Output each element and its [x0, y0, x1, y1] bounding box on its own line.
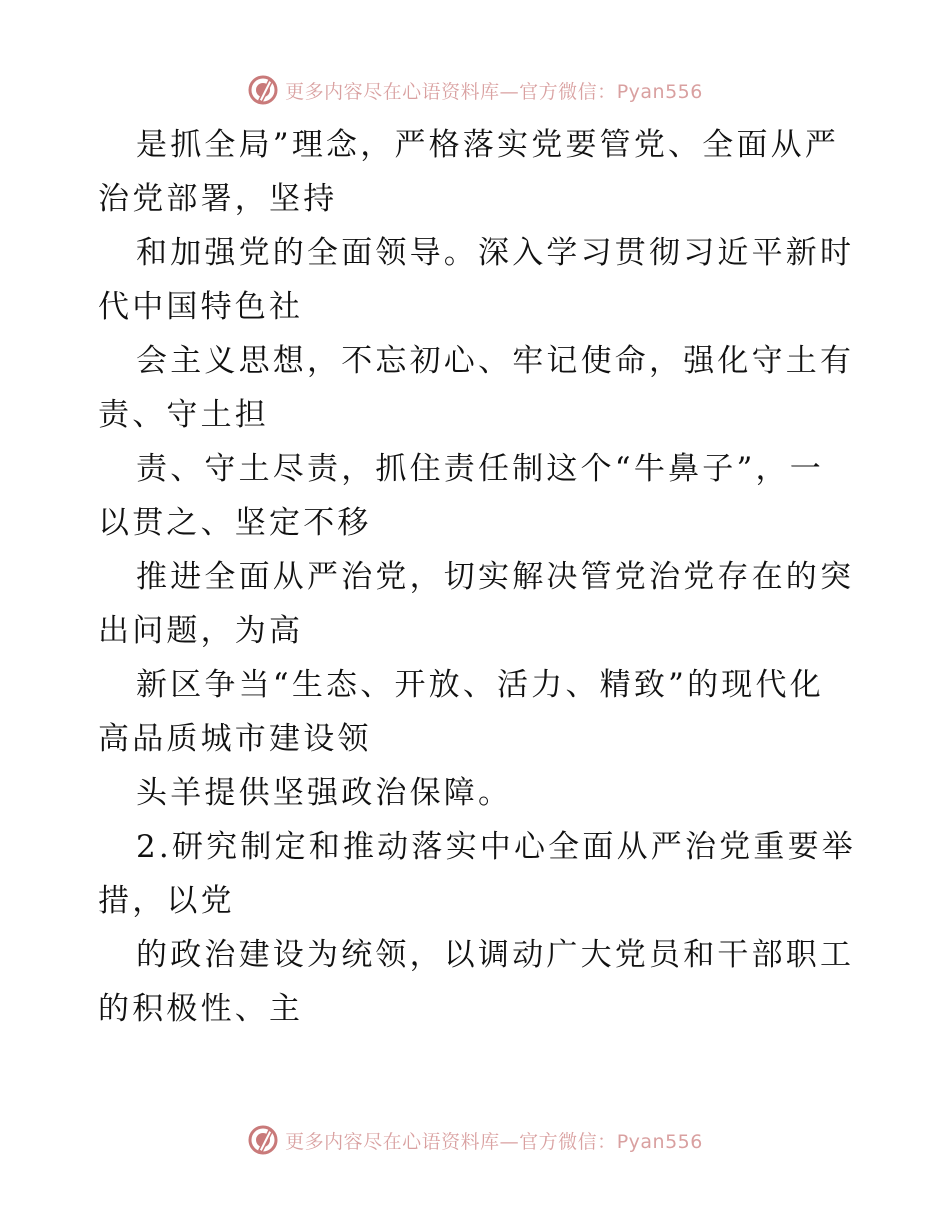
watermark-wechat-label: 官方微信： — [519, 80, 617, 103]
paragraph: 新区争当“生态、开放、活力、精致”的现代化高品质城市建设领 — [98, 667, 824, 757]
watermark-text — [285, 1127, 703, 1154]
watermark-separator: — — [499, 80, 520, 103]
watermark-brand: 更多内容尽在心语资料库 — [285, 1130, 500, 1153]
watermark-wechat-label: 官方微信： — [519, 1130, 617, 1153]
paragraph: 推进全面从严治党，切实解决管党治党存在的突出问题，为高 — [98, 559, 855, 649]
paragraph: 和加强党的全面领导。深入学习贯彻习近平新时代中国特色社 — [98, 235, 855, 325]
watermark-wechat-id: Pyan556 — [616, 80, 703, 103]
watermark-text — [285, 77, 703, 104]
header-watermark-banner — [0, 70, 950, 110]
paragraph: 2.研究制定和推动落实中心全面从严治党重要举措，以党 — [98, 829, 856, 919]
watermark-brand: 更多内容尽在心语资料库 — [285, 80, 500, 103]
pen-nib-logo-icon — [247, 1124, 279, 1156]
paragraph: 会主义思想，不忘初心、牢记使命，强化守土有责、守土担 — [98, 343, 855, 433]
footer-watermark-banner — [0, 1120, 950, 1160]
paragraph: 的政治建设为统领，以调动广大党员和干部职工的积极性、主 — [98, 937, 855, 1027]
pen-nib-logo-icon — [247, 74, 279, 106]
document-body — [98, 118, 858, 1036]
watermark-separator: — — [499, 1130, 520, 1153]
watermark-wechat-id: Pyan556 — [616, 1130, 703, 1153]
paragraph: 是抓全局”理念，严格落实党要管党、全面从严治党部署，坚持 — [98, 127, 840, 217]
paragraph: 责、守土尽责，抓住责任制这个“牛鼻子”，一以贯之、坚定不移 — [98, 451, 824, 541]
paragraph: 头羊提供坚强政治保障。 — [136, 775, 513, 811]
